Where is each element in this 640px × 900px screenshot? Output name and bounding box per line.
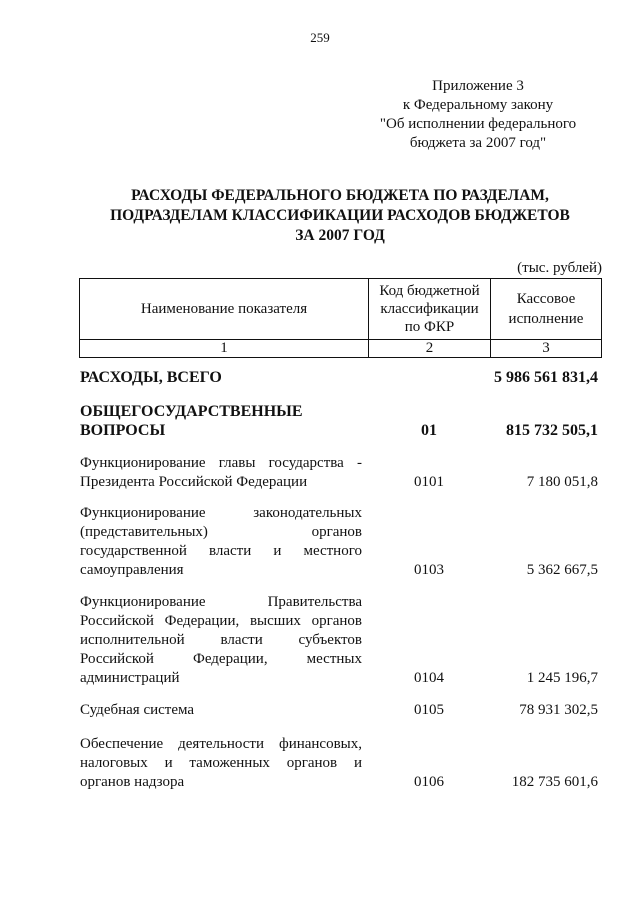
header-col-number: 1	[80, 340, 369, 358]
appendix-note	[360, 77, 596, 153]
row-code: 0103	[414, 562, 444, 578]
row-code: 0105	[414, 702, 444, 718]
document-title	[80, 186, 600, 246]
row-name: Функционирование законодательных (представительных) органов государственной власти и местного самоуправления	[80, 505, 362, 578]
header-name: Наименование показателя	[80, 279, 369, 340]
row-name: Функционирование Правительства Российской Федерации, высших органов исполнительной власти субъектов Российской Федерации, местных администраций	[80, 594, 362, 686]
units-label: (тыс. рублей)	[517, 260, 602, 276]
row-code: 01	[421, 422, 437, 439]
header-code	[369, 279, 491, 340]
table-header	[79, 278, 602, 358]
appendix-line: к Федеральному закону	[402, 97, 554, 113]
header-amount-line: Кассовое	[516, 291, 576, 307]
row-amount: 5 986 561 831,4	[494, 369, 598, 386]
row-name: РАСХОДЫ, ВСЕГО	[80, 369, 222, 386]
row-code: 0104	[414, 670, 444, 686]
appendix-line: "Об исполнении федерального	[379, 116, 577, 132]
row-amount: 5 362 667,5	[526, 562, 598, 578]
appendix-line: бюджета за 2007 год"	[409, 135, 547, 151]
row-name: Судебная система	[80, 702, 195, 718]
header-code-line: классификации	[380, 301, 479, 317]
row-code: 0101	[414, 474, 444, 490]
header-amount	[491, 279, 602, 340]
appendix-line: Приложение 3	[432, 78, 524, 94]
title-line: РАСХОДЫ ФЕДЕРАЛЬНОГО БЮДЖЕТА ПО РАЗДЕЛАМ,	[131, 187, 549, 204]
header-col-number: 3	[491, 340, 602, 358]
page-number: 259	[310, 30, 330, 45]
row-code: 0106	[414, 774, 444, 790]
row-amount: 815 732 505,1	[506, 422, 598, 439]
row-amount: 7 180 051,8	[526, 474, 598, 490]
header-code-line: Код бюджетной	[379, 283, 480, 299]
row-name: Функционирование главы государства - Президента Российской Федерации	[80, 455, 362, 490]
row-amount: 182 735 601,6	[511, 774, 598, 790]
row-amount: 78 931 302,5	[519, 702, 598, 718]
row-name: ОБЩЕГОСУДАРСТВЕННЫЕ ВОПРОСЫ	[80, 403, 303, 439]
header-code-line: по ФКР	[404, 319, 455, 335]
title-line: ЗА 2007 ГОД	[295, 227, 385, 244]
row-name: Обеспечение деятельности финансовых, налоговых и таможенных органов и органов надзора	[80, 736, 362, 790]
title-line: ПОДРАЗДЕЛАМ КЛАССИФИКАЦИИ РАСХОДОВ БЮДЖЕТОВ	[110, 207, 570, 224]
header-amount-line: исполнение	[508, 311, 584, 327]
header-col-number: 2	[369, 340, 491, 358]
row-amount: 1 245 196,7	[526, 670, 598, 686]
